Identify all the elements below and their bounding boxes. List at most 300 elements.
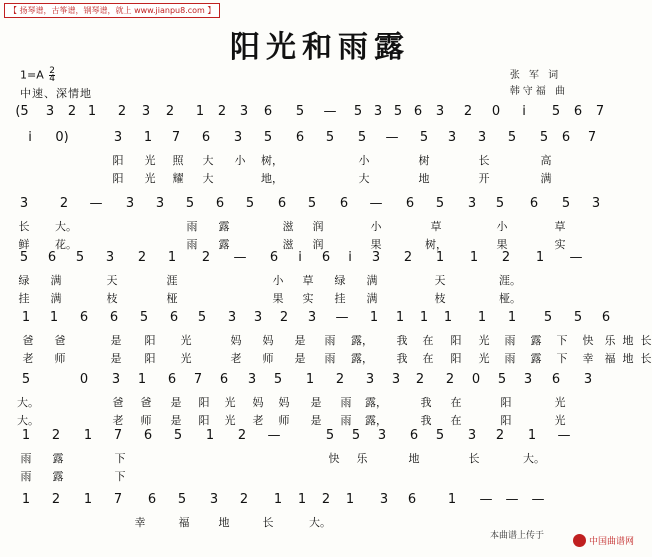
lyric-syllable: 我 [420, 396, 432, 409]
note: 5 [185, 196, 195, 211]
note: 1 [21, 428, 31, 443]
note: 2 [415, 372, 425, 387]
music-system [0, 196, 640, 254]
lyric-syllable: 在 [450, 396, 462, 409]
lyric-syllable: 满 [50, 292, 62, 305]
note: 2 [445, 372, 455, 387]
lyric-syllable: 大。 [309, 516, 331, 529]
note: 5 [551, 104, 561, 119]
lyric-syllable: 露 [218, 220, 230, 233]
lyric-syllable: 大。 [523, 452, 545, 465]
note: 6 [201, 130, 211, 145]
note: 2 [117, 104, 127, 119]
lyric-line-2 [0, 290, 640, 308]
note: 5 [507, 130, 517, 145]
note: 2 [279, 310, 289, 325]
note: 5 [573, 310, 583, 325]
note: 6 [339, 196, 349, 211]
lyric-syllable: 长 [640, 334, 652, 347]
note: 1 [305, 372, 315, 387]
note: 5 [173, 428, 183, 443]
lyric-syllable: 露 [52, 470, 64, 483]
lyric-syllable: 光 [144, 172, 156, 185]
lyric-syllable: 树， [425, 238, 447, 251]
lyric-syllable: 阳 [144, 352, 156, 365]
lyric-syllable: 枝 [106, 292, 118, 305]
lyric-line-2 [0, 170, 640, 188]
note: 3 [447, 130, 457, 145]
note: 2 [59, 196, 69, 211]
lyric-syllable: 草 [302, 274, 314, 287]
note: 1 [21, 310, 31, 325]
lyric-syllable: 长 [262, 516, 274, 529]
note: 0 [491, 104, 501, 119]
note: 2 [403, 250, 413, 265]
note: 3 [391, 372, 401, 387]
lyric-syllable: 耀 [172, 172, 184, 185]
lyric-syllable: 妈 [230, 334, 242, 347]
note: 7 [595, 104, 605, 119]
lyric-syllable: 小 [358, 154, 370, 167]
lyric-syllable: 雨 [324, 352, 336, 365]
lyric-syllable: 天 [106, 274, 118, 287]
credits [510, 68, 568, 100]
note: 2 [463, 104, 473, 119]
lyric-syllable: 光 [180, 352, 192, 365]
lyric-syllable: 鲜 [18, 238, 30, 251]
note: 3 [155, 196, 165, 211]
note: 1 [435, 250, 445, 265]
note: 2 [335, 372, 345, 387]
lyric-syllable: 老 [112, 414, 124, 427]
note: 7 [171, 130, 181, 145]
note: 5 [307, 196, 317, 211]
note: 1 [273, 492, 283, 507]
note: 0 [471, 372, 481, 387]
note: 6 [321, 250, 331, 265]
note: — [569, 250, 583, 265]
time-signature-denominator: 4 [49, 74, 55, 84]
lyric-syllable: 阳 [198, 396, 210, 409]
lyric-syllable: 花。 [55, 238, 77, 251]
note: 3 [111, 372, 121, 387]
lyric-syllable: 滋 [282, 220, 294, 233]
logo-text: 中国曲谱网 [588, 537, 634, 547]
note: 5 [435, 428, 445, 443]
lyric-syllable: 下 [556, 334, 568, 347]
lyric-syllable: 小 [496, 220, 508, 233]
lyric-syllable: 大。 [17, 414, 39, 427]
lyric-syllable: 爸 [22, 334, 34, 347]
lyric-syllable: 师 [262, 352, 274, 365]
note: 3 [239, 104, 249, 119]
note: 1 [83, 492, 93, 507]
lyric-syllable: 老 [252, 414, 264, 427]
lyric-line-2 [0, 468, 640, 486]
note: 5 [351, 428, 361, 443]
lyric-syllable: 地 [418, 172, 430, 185]
lyric-syllable: 阳 [112, 154, 124, 167]
lyric-syllable: 果 [370, 238, 382, 251]
lyric-syllable: 桠 [166, 292, 178, 305]
note: 1 [195, 104, 205, 119]
note: — [369, 196, 383, 211]
time-signature [49, 68, 55, 83]
note: 6 [47, 250, 57, 265]
notation-row [0, 196, 640, 218]
lyric-syllable: 照 [172, 154, 184, 167]
lyric-syllable: 师 [54, 352, 66, 365]
lyric-syllable: 露 [530, 334, 542, 347]
notation-row [0, 428, 640, 450]
note: — [479, 492, 493, 507]
lyric-syllable: 是 [294, 334, 306, 347]
lyric-syllable: 绿 [18, 274, 30, 287]
note: 5 [435, 196, 445, 211]
note: — [89, 196, 103, 211]
note: 1 [469, 250, 479, 265]
lyric-syllable: 实 [302, 292, 314, 305]
note: 3 [141, 104, 151, 119]
lyric-syllable: 草 [430, 220, 442, 233]
footer-note: 本曲谱上传于 [489, 531, 544, 541]
note: 2 [67, 104, 77, 119]
music-system [0, 310, 652, 368]
music-system [0, 372, 640, 430]
lyric-syllable: 幸 [582, 352, 594, 365]
note: 3 [523, 372, 533, 387]
note: — [267, 428, 281, 443]
lyric-syllable: 枝 [434, 292, 446, 305]
lyric-syllable: 妈 [262, 334, 274, 347]
lyric-syllable: 桠。 [499, 292, 521, 305]
lyric-syllable: 大 [202, 154, 214, 167]
note: 3 [247, 372, 257, 387]
note: 5 [263, 130, 273, 145]
lyric-syllable: 大。 [55, 220, 77, 233]
note: 5 [561, 196, 571, 211]
site-banner: 【 扬琴谱，古筝谱，钢琴谱，就上 www.jianpu8.com 】 [4, 3, 220, 18]
lyric-syllable: 实 [554, 238, 566, 251]
lyric-syllable: 快 [328, 452, 340, 465]
lyric-syllable: 妈 [278, 396, 290, 409]
note: 5 [539, 130, 549, 145]
lyric-syllable: 天 [434, 274, 446, 287]
note: 1 [527, 428, 537, 443]
lyric-syllable: 下 [556, 352, 568, 365]
lyric-syllable: 雨 [340, 414, 352, 427]
lyric-syllable: 下 [114, 452, 126, 465]
notation-row [0, 372, 640, 394]
lyric-line-1 [0, 218, 640, 236]
note: 2 [217, 104, 227, 119]
lyric-syllable: 地 [218, 516, 230, 529]
note: 1 [297, 492, 307, 507]
note: 6 [409, 428, 419, 443]
note: 3 [307, 310, 317, 325]
note: 5 [357, 130, 367, 145]
lyric-syllable: 在 [422, 352, 434, 365]
note: 3 [467, 428, 477, 443]
note: 1 [369, 310, 379, 325]
note: — [557, 428, 571, 443]
note: — [531, 492, 545, 507]
note: 5 [245, 196, 255, 211]
lyric-syllable: 光 [224, 396, 236, 409]
lyric-syllable: 福 [178, 516, 190, 529]
note: 6 [169, 310, 179, 325]
note: 5 [273, 372, 283, 387]
note: 3 [253, 310, 263, 325]
notation-row [0, 130, 640, 152]
lyric-syllable: 福 [604, 352, 616, 365]
lyric-syllable: 爸 [112, 396, 124, 409]
lyric-syllable: 光 [144, 154, 156, 167]
lyric-line-1 [0, 394, 640, 412]
note: 5 [419, 130, 429, 145]
note: 1 [535, 250, 545, 265]
lyricist: 张 军 词 [509, 70, 562, 81]
note: — [233, 250, 247, 265]
note: 3 [113, 130, 123, 145]
lyric-syllable: 高 [540, 154, 552, 167]
lyric-syllable: 阳 [198, 414, 210, 427]
lyric-syllable: 露 [530, 352, 542, 365]
page-title: 阳光和雨露 [230, 30, 410, 65]
lyric-syllable: 我 [396, 334, 408, 347]
lyric-syllable: 小 [234, 154, 246, 167]
lyric-syllable: 光 [224, 414, 236, 427]
note: i [298, 250, 302, 265]
lyric-syllable: 露 [52, 452, 64, 465]
lyric-syllable: 阳 [144, 334, 156, 347]
music-system [0, 492, 640, 550]
lyric-syllable: 涯 [166, 274, 178, 287]
lyric-syllable: 树 [418, 154, 430, 167]
lyric-syllable: 小 [272, 274, 284, 287]
notation-row [0, 492, 640, 514]
lyric-syllable: 在 [450, 414, 462, 427]
lyric-syllable: 爸 [54, 334, 66, 347]
note: 6 [263, 104, 273, 119]
logo-mark [573, 534, 586, 547]
lyric-syllable: 是 [110, 352, 122, 365]
lyric-syllable: 我 [396, 352, 408, 365]
lyric-syllable: 挂 [334, 292, 346, 305]
note: i [522, 104, 526, 119]
note: 0) [55, 130, 69, 145]
lyric-syllable: 露 [218, 238, 230, 251]
lyric-syllable: 长 [478, 154, 490, 167]
note: 3 [209, 492, 219, 507]
lyric-line-1 [0, 272, 640, 290]
note: 6 [405, 196, 415, 211]
lyric-syllable: 是 [170, 396, 182, 409]
lyric-syllable: 雨 [324, 334, 336, 347]
lyric-syllable: 雨 [20, 470, 32, 483]
note: 6 [109, 310, 119, 325]
lyric-syllable: 长 [468, 452, 480, 465]
lyric-syllable: 草 [554, 220, 566, 233]
lyric-syllable: 妈 [252, 396, 264, 409]
note: 6 [551, 372, 561, 387]
note: 1 [419, 310, 429, 325]
lyric-syllable: 长 [640, 352, 652, 365]
note: 6 [215, 196, 225, 211]
lyric-syllable: 大 [202, 172, 214, 185]
note: 6 [147, 492, 157, 507]
lyric-syllable: 阳 [112, 172, 124, 185]
note: 3 [371, 250, 381, 265]
note: 1 [447, 492, 457, 507]
lyric-syllable: 乐 [604, 334, 616, 347]
note: 6 [407, 492, 417, 507]
note: 1 [345, 492, 355, 507]
lyric-syllable: 光 [554, 396, 566, 409]
note: 7 [193, 372, 203, 387]
lyric-syllable: 果 [272, 292, 284, 305]
lyric-syllable: 满 [50, 274, 62, 287]
key-signature [20, 68, 55, 83]
lyric-syllable: 露， [351, 334, 373, 347]
note: 6 [79, 310, 89, 325]
note: 3 [365, 372, 375, 387]
lyric-syllable: 挂 [18, 292, 30, 305]
note: 5 [325, 428, 335, 443]
note: 1 [477, 310, 487, 325]
note: 2 [237, 428, 247, 443]
note: 3 [373, 104, 383, 119]
lyric-line-1 [0, 332, 652, 350]
lyric-syllable: 光 [554, 414, 566, 427]
composer: 韩守福 曲 [509, 86, 568, 97]
lyric-syllable: 雨 [340, 396, 352, 409]
note: 6 [277, 196, 287, 211]
note: 2 [495, 428, 505, 443]
lyric-syllable: 阳 [500, 414, 512, 427]
note: 5 [393, 104, 403, 119]
note: 1 [443, 310, 453, 325]
lyric-syllable: 绿 [334, 274, 346, 287]
note: 5 [75, 250, 85, 265]
lyric-syllable: 露， [365, 414, 387, 427]
lyric-syllable: 雨 [20, 452, 32, 465]
note: 3 [435, 104, 445, 119]
note: 3 [467, 196, 477, 211]
lyric-syllable: 雨 [504, 334, 516, 347]
note: 6 [601, 310, 611, 325]
note: 5 [139, 310, 149, 325]
note: 2 [165, 104, 175, 119]
note: (5 [15, 104, 29, 119]
note: 6 [269, 250, 279, 265]
notation-row [0, 250, 640, 272]
note: 5 [543, 310, 553, 325]
note: 1 [87, 104, 97, 119]
lyric-line-1 [0, 514, 640, 532]
lyric-syllable: 师 [278, 414, 290, 427]
note: 7 [587, 130, 597, 145]
note: 5 [497, 372, 507, 387]
lyric-syllable: 满 [366, 292, 378, 305]
note: 3 [105, 250, 115, 265]
note: 1 [143, 130, 153, 145]
lyric-syllable: 爸 [140, 396, 152, 409]
lyric-syllable: 雨 [504, 352, 516, 365]
note: 6 [143, 428, 153, 443]
lyric-syllable: 涯。 [499, 274, 521, 287]
lyric-line-2 [0, 350, 652, 368]
note: 5 [353, 104, 363, 119]
lyric-syllable: 在 [422, 334, 434, 347]
note: 5 [295, 104, 305, 119]
note: — [385, 130, 399, 145]
music-system [0, 250, 640, 308]
note: 3 [125, 196, 135, 211]
note: 1 [49, 310, 59, 325]
lyric-syllable: 老 [22, 352, 34, 365]
lyric-line-2 [0, 532, 640, 550]
lyric-syllable: 老 [230, 352, 242, 365]
note: 6 [529, 196, 539, 211]
music-system [0, 428, 640, 486]
note: 3 [19, 196, 29, 211]
lyric-syllable: 是 [170, 414, 182, 427]
lyric-syllable: 雨 [186, 238, 198, 251]
note: i [348, 250, 352, 265]
time-signature-numerator: 2 [49, 66, 55, 76]
note: 1 [83, 428, 93, 443]
lyric-syllable: 光 [180, 334, 192, 347]
note: 1 [167, 250, 177, 265]
note: 3 [583, 372, 593, 387]
lyric-syllable: 大。 [17, 396, 39, 409]
lyric-syllable: 是 [110, 334, 122, 347]
lyric-syllable: 是 [294, 352, 306, 365]
note: 3 [379, 492, 389, 507]
note: 3 [591, 196, 601, 211]
site-logo [573, 534, 634, 547]
note: 1 [205, 428, 215, 443]
lyric-syllable: 阳 [500, 396, 512, 409]
lyric-syllable: 乐 [356, 452, 368, 465]
note: 3 [227, 310, 237, 325]
lyric-syllable: 果 [496, 238, 508, 251]
note: 6 [561, 130, 571, 145]
lyric-syllable: 是 [310, 414, 322, 427]
lyric-syllable: 光 [478, 352, 490, 365]
note: 5 [19, 250, 29, 265]
note: 2 [51, 428, 61, 443]
lyric-syllable: 快 [582, 334, 594, 347]
note: 5 [21, 372, 31, 387]
note: 1 [21, 492, 31, 507]
music-system [0, 130, 640, 188]
lyric-syllable: 地， [261, 172, 283, 185]
note: 5 [325, 130, 335, 145]
note: 2 [201, 250, 211, 265]
lyric-syllable: 雨 [186, 220, 198, 233]
lyric-syllable: 下 [114, 470, 126, 483]
note: i [28, 130, 32, 145]
note: 2 [501, 250, 511, 265]
note: 6 [413, 104, 423, 119]
note: 6 [219, 372, 229, 387]
note: 7 [113, 492, 123, 507]
note: 3 [233, 130, 243, 145]
note: 2 [137, 250, 147, 265]
note: 1 [137, 372, 147, 387]
